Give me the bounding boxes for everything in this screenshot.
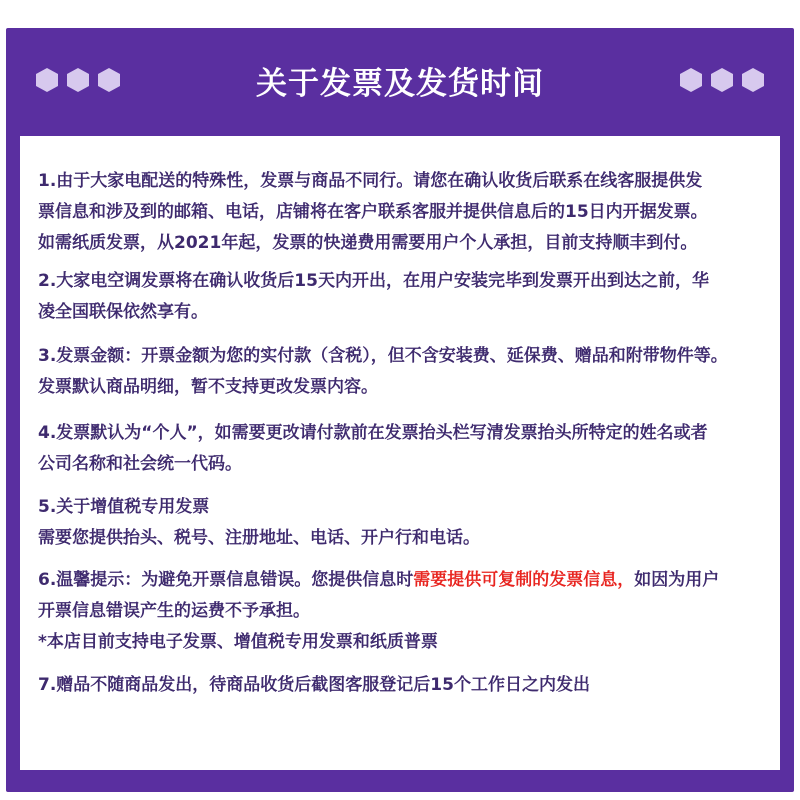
supported-invoice-note: *本店目前支持电子发票、增值税专用发票和纸质普票 — [38, 632, 438, 652]
hexagon-icon — [67, 68, 89, 92]
item-1-line-2: 票信息和涉及到的邮箱、电话，店铺将在客户联系客服并提供信息后的15日内开据发票。 — [38, 202, 708, 222]
item-6-line-1-end: 如因为用户 — [634, 570, 720, 590]
left-hexagon-decoration — [36, 68, 120, 92]
item-4-line-2: 公司名称和社会统一代码。 — [38, 454, 242, 474]
item-6-line-1 — [38, 565, 778, 596]
item-4 — [38, 418, 778, 480]
item-7 — [38, 670, 778, 701]
item-5-line-1: 5.关于增值税专用发票 — [38, 497, 210, 517]
hexagon-icon — [36, 68, 58, 92]
item-1-line-1: 1.由于大家电配送的特殊性，发票与商品不同行。请您在确认收货后联系在线客服提供发 — [38, 171, 703, 191]
right-hexagon-decoration — [680, 68, 764, 92]
item-5-line-2: 需要您提供抬头、税号、注册地址、电话、开户行和电话。 — [38, 528, 480, 548]
page-title: 关于发票及发货时间 — [256, 65, 544, 102]
item-3-line-1: 3.发票金额：开票金额为您的实付款（含税），但不含安装费、延保费、赠品和附带物件等。 — [38, 346, 728, 366]
item-5 — [38, 492, 778, 554]
item-2-line-2: 凌全国联保依然享有。 — [38, 302, 208, 322]
item-4-line-1: 4.发票默认为“个人”，如需要更改请付款前在发票抬头栏写清发票抬头所特定的姓名或者 — [38, 423, 708, 443]
hexagon-icon — [742, 68, 764, 92]
hexagon-icon — [680, 68, 702, 92]
invoice-notice-frame — [6, 28, 794, 792]
item-7-line-1: 7.赠品不随商品发出，待商品收货后截图客服登记后15个工作日之内发出 — [38, 675, 590, 695]
item-6 — [38, 565, 778, 658]
item-1-line-3: 如需纸质发票，从2021年起，发票的快递费用需要用户个人承担，目前支持顺丰到付。 — [38, 233, 698, 253]
item-6-line-1-start: 6.温馨提示：为避免开票信息错误。您提供信息时 — [38, 570, 414, 590]
item-2 — [38, 266, 778, 328]
hexagon-icon — [98, 68, 120, 92]
item-2-line-1: 2.大家电空调发票将在确认收货后15天内开出，在用户安装完毕到发票开出到达之前，华 — [38, 271, 709, 291]
notice-content — [20, 136, 780, 770]
item-3 — [38, 341, 778, 403]
item-6-line-2: 开票信息错误产生的运费不予承担。 — [38, 601, 310, 621]
item-3-line-2: 发票默认商品明细，暂不支持更改发票内容。 — [38, 377, 378, 397]
item-1 — [38, 166, 778, 259]
header-bar — [6, 28, 794, 136]
copyable-info-highlight: 需要提供可复制的发票信息， — [413, 570, 635, 590]
hexagon-icon — [711, 68, 733, 92]
